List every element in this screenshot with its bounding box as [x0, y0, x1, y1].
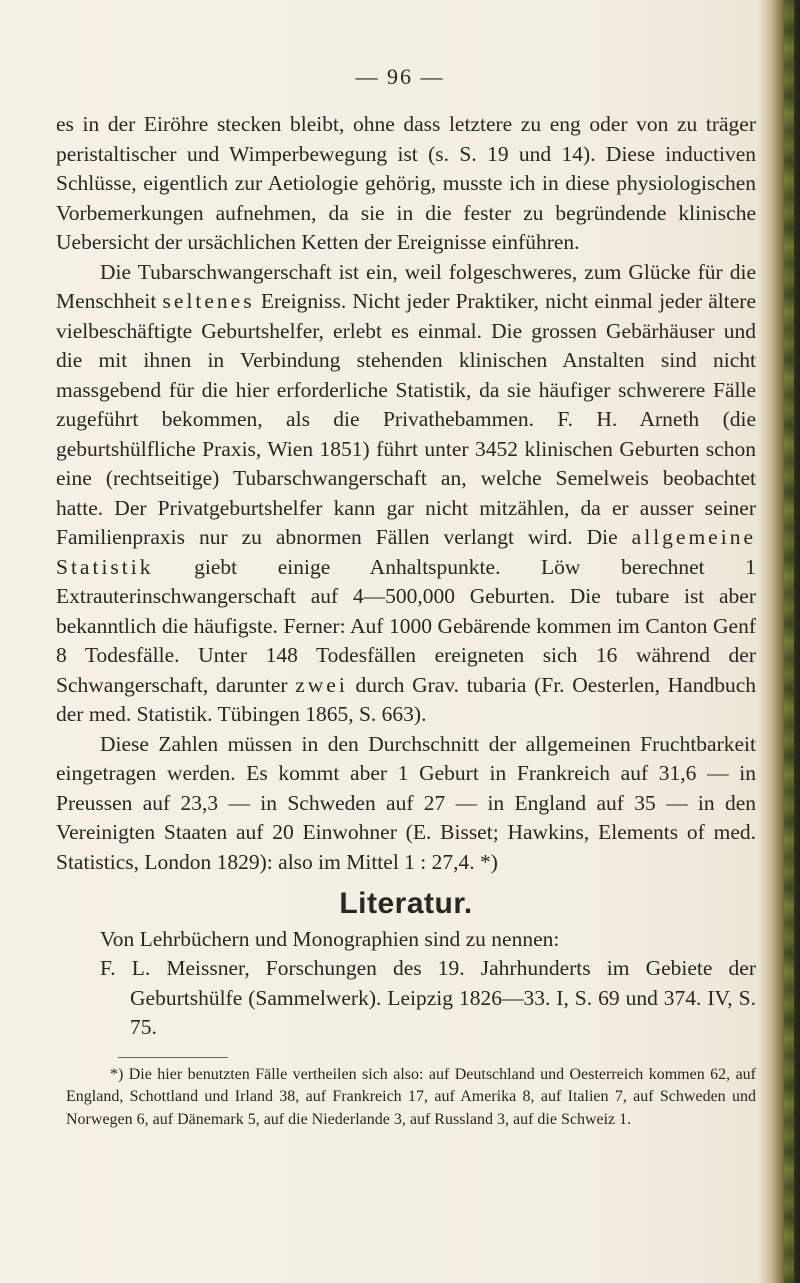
paragraph-2-part-c: Ereigniss. Nicht jeder Praktiker, nicht einmal jeder ältere vielbeschäftigte Geburtshelfer, erlebt es einmal. Die grossen Gebärhäuser und die mit ihnen in Verbindung stehenden klinischen Anstalten sind nicht massgebend für die hier erforderliche Statistik, da sie häufiger schwerere Fälle zugeführt bekommen, als die Privathebammen. F. H. Arneth (die geburtshülfliche Praxis, Wien 1851) führt unter 3452 klinischen Geburten schon eine (rechtseitige) Tubarschwangerschaft an, welche Semelweis beobachtet hatte. Der Privatgeburtshelfer kann gar nicht mitzählen, da er ausser seiner Familienpraxis nur zu abnormen Fällen verlangt wird. Die: [56, 289, 756, 549]
paragraph-2-part-g: durch Grav. tubaria (Fr. Oesterlen, Handbuch der med. Statistik. Tübingen 1865, S. 663).: [56, 672, 756, 726]
page-number: — 96 —: [355, 64, 445, 89]
paragraph-3: Diese Zahlen müssen in den Durchschnitt der allgemeinen Fruchtbarkeit eingetragen werden. Es kommt aber 1 Geburt in Frankreich auf 31,6 — in Preussen auf 23,3 — in Schweden auf 27 — in England auf 35 — in den Vereinigten Staaten auf 20 Einwohner (E. Bisset; Hawkins, Elements of med. Statistics, London 1829): also im Mittel 1 : 27,4. *): [56, 731, 756, 874]
emphasis-zwei: zwei: [295, 672, 348, 697]
paragraph-2: [56, 258, 756, 730]
book-binding-edge: [758, 0, 800, 1283]
emphasis-seltenes: seltenes: [162, 289, 255, 313]
page-body: [56, 110, 756, 1131]
paragraph-1: es in der Eiröhre stecken bleibt, ohne dass letztere zu eng oder von zu träger peristaltischer und Wimperbewegung ist (s. S. 19 und 14). Diese inductiven Schlüsse, eigentlich zur Aetiologie gehörig, musste ich in diese physiologischen Vorbemerkungen aufnehmen, da sie in die fester zu begründende klinische Uebersicht der ursächlichen Ketten der Ereignisse einführen.: [56, 112, 756, 254]
footnote: [66, 1064, 756, 1132]
section-heading-literatur: Literatur.: [339, 887, 473, 920]
literature-entry: F. L. Meissner, Forschungen des 19. Jahrhunderts im Gebiete der Geburtshülfe (Sammelwerk). Leipzig 1826—33. I, S. 69 und 374. IV, S. 75.: [100, 956, 756, 1039]
literature-intro: Von Lehrbüchern und Monographien sind zu nennen:: [100, 926, 560, 951]
paragraph-2-part-a: Die Tubarschwangerschaft ist ein, weil folgeschweres, zum Glücke für die Menschheit: [56, 259, 756, 313]
footnote-divider: [118, 1057, 228, 1058]
paragraph-2-part-e: giebt einige Anhaltspunkte. Löw berechnet 1 Extrauterinschwangerschaft auf 4—500,000 Geburten. Die tubare ist aber bekanntlich die häufigste. Ferner: Auf 1000 Gebärende kommen im Canton Genf 8 Todesfälle. Unter 148 Todesfällen ereigneten sich 16 während der Schwangerschaft, darunter: [56, 554, 756, 697]
emphasis-allgemeine-statistik: allgemeine Statistik: [56, 525, 756, 579]
footnote-text: *) Die hier benutzten Fälle vertheilen sich also: auf Deutschland und Oesterreich kommen 62, auf England, Schottland und Irland 38, auf Frankreich 17, auf Amerika 8, auf Italien 7, auf Schweden und Norwegen 6, auf Dänemark 5, auf die Niederlande 3, auf Russland 3, auf die Schweiz 1.: [66, 1065, 756, 1128]
